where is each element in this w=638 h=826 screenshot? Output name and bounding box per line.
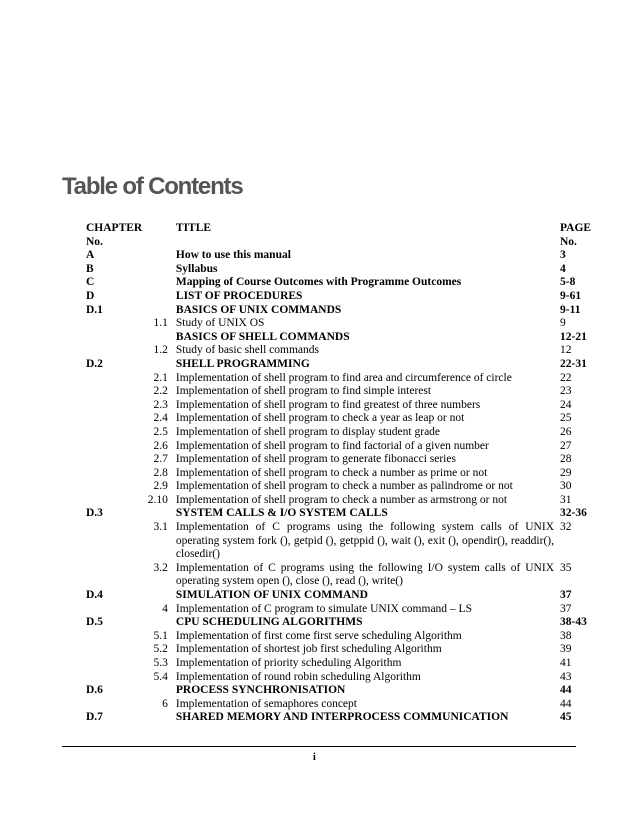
toc-page: 38 [560, 629, 572, 642]
page-title: Table of Contents [62, 173, 243, 200]
toc-page: 37 [560, 602, 572, 615]
toc-row [86, 562, 592, 589]
toc-page: 3 [560, 249, 566, 262]
toc-chapter: C [86, 276, 95, 289]
header-title: TITLE [175, 222, 212, 234]
toc-table [86, 222, 592, 725]
toc-row [86, 358, 592, 372]
toc-page: 29 [560, 466, 572, 479]
toc-row [86, 385, 592, 399]
toc-row [86, 507, 592, 521]
toc-number: 5.3 [153, 657, 168, 669]
header-chapter-label: CHAPTER [86, 222, 143, 234]
toc-page: 26 [560, 425, 572, 438]
toc-page: 23 [560, 385, 572, 398]
toc-title: Implementation of semaphores concept [175, 697, 357, 710]
toc-body [86, 249, 592, 725]
toc-chapter [86, 399, 144, 413]
bottom-rule [62, 746, 576, 747]
toc-page: 37 [560, 589, 572, 602]
toc-chapter: D.7 [86, 711, 103, 724]
toc-chapter [86, 521, 144, 562]
toc-row [86, 331, 592, 345]
toc-row [86, 412, 592, 426]
toc-number: 6 [162, 697, 168, 710]
toc-page: 27 [560, 439, 572, 452]
toc-chapter [86, 453, 144, 467]
toc-chapter: B [86, 262, 94, 275]
header-chapter-no-label: No. [86, 235, 103, 248]
toc-title: Implementation of shell program to check a number as prime or not [175, 466, 488, 479]
toc-title: SYSTEM CALLS & I/O SYSTEM CALLS [175, 507, 388, 520]
toc-number: 5.2 [153, 643, 168, 656]
header-page-no-label: No. [560, 235, 577, 248]
toc-chapter [86, 467, 144, 481]
toc-chapter: D.3 [86, 507, 103, 520]
toc-page: 9-61 [560, 289, 582, 302]
toc-title: Implementation of shell program to find area and circumference of circle [175, 371, 512, 384]
toc-number [144, 276, 172, 290]
toc-chapter [86, 603, 144, 617]
toc-number: 2.8 [153, 466, 168, 479]
toc-row [86, 657, 592, 671]
toc-number: 2.6 [153, 439, 168, 452]
toc-row [86, 684, 592, 698]
toc-row [86, 521, 592, 562]
toc-row [86, 304, 592, 318]
toc-row [86, 467, 592, 481]
toc-chapter: A [86, 249, 95, 262]
toc-row [86, 317, 592, 331]
toc-page: 22-31 [560, 357, 587, 370]
toc-page: 39 [560, 643, 572, 656]
header-chapter [86, 222, 144, 249]
toc-chapter [86, 671, 144, 685]
toc-page: 43 [560, 670, 572, 683]
toc-page: 32-36 [560, 507, 587, 520]
toc-page: 24 [560, 398, 572, 411]
toc-page: 5-8 [560, 276, 576, 289]
toc-page: 38-43 [560, 616, 587, 629]
toc-title: Implementation of shell program to check a number as palindrome or not [175, 480, 513, 493]
toc-title: Mapping of Course Outcomes with Programme Outcomes [175, 276, 462, 289]
toc-title: Implementation of shell program to check a number as armstrong or not [175, 493, 508, 506]
toc-title: LIST OF PROCEDURES [175, 289, 303, 302]
toc-row [86, 603, 592, 617]
toc-number: 2.9 [153, 480, 168, 493]
toc-title: Implementation of shell program to find simple interest [175, 385, 432, 398]
toc-number [144, 616, 172, 630]
toc-page: 9-11 [560, 303, 581, 316]
toc-number [144, 711, 172, 725]
toc-row [86, 480, 592, 494]
toc-title: PROCESS SYNCHRONISATION [175, 684, 346, 697]
toc-number [144, 507, 172, 521]
toc-page: 28 [560, 453, 572, 466]
toc-page: 9 [560, 317, 566, 330]
toc-chapter: D.1 [86, 303, 103, 316]
toc-number: 1.2 [153, 344, 168, 357]
toc-number: 3.2 [153, 561, 168, 574]
toc-chapter [86, 317, 144, 331]
toc-number [144, 290, 172, 304]
toc-title: SIMULATION OF UNIX COMMAND [175, 589, 368, 602]
toc-row [86, 494, 592, 508]
toc-title: SHELL PROGRAMMING [175, 357, 310, 370]
toc-row [86, 249, 592, 263]
toc-title: Study of basic shell commands [175, 344, 319, 357]
toc-number: 2.3 [153, 398, 168, 411]
toc-row [86, 671, 592, 685]
toc-number: 5.4 [153, 670, 168, 683]
toc-title: Implementation of first come first serve scheduling Algorithm [175, 629, 462, 642]
toc-title: BASICS OF SHELL COMMANDS [175, 330, 350, 343]
toc-title: Implementation of shell program to find factorial of a given number [175, 439, 489, 452]
toc-page: 44 [560, 697, 572, 710]
toc-chapter [86, 372, 144, 386]
toc-chapter [86, 494, 144, 508]
toc-number [144, 684, 172, 698]
toc-page: 12 [560, 344, 572, 357]
toc-chapter [86, 331, 144, 345]
toc-number: 2.2 [153, 385, 168, 398]
toc-row [86, 698, 592, 712]
toc-title: Implementation of priority scheduling Algorithm [175, 657, 402, 669]
toc-title: Study of UNIX OS [175, 317, 265, 330]
toc-title: Implementation of shortest job first scheduling Algorithm [175, 643, 442, 656]
toc-chapter [86, 385, 144, 399]
toc-page: 44 [560, 684, 572, 697]
toc-number: 3.1 [153, 521, 168, 534]
toc-chapter [86, 426, 144, 440]
toc-row [86, 711, 592, 725]
toc-page: 31 [560, 493, 572, 506]
toc-chapter [86, 657, 144, 671]
toc-title: Implementation of shell program to find greatest of three numbers [175, 398, 481, 411]
toc-page: 32 [560, 521, 572, 534]
toc-page: 45 [560, 711, 572, 724]
toc-title: Implementation of shell program to display student grade [175, 425, 441, 438]
toc-row [86, 399, 592, 413]
toc-row [86, 630, 592, 644]
toc-number: 4 [162, 602, 168, 615]
toc-title: SHARED MEMORY AND INTERPROCESS COMMUNICATION [175, 711, 509, 724]
toc-row [86, 276, 592, 290]
toc-chapter [86, 344, 144, 358]
page-number: i [313, 752, 316, 763]
toc-chapter: D.4 [86, 589, 103, 602]
toc-row [86, 263, 592, 277]
toc-title: Implementation of round robin scheduling Algorithm [175, 670, 421, 683]
toc-page: 30 [560, 480, 572, 493]
toc-number: 2.10 [147, 493, 168, 506]
toc-title: Implementation of shell program to generate fibonacci series [175, 453, 456, 466]
toc-number: 1.1 [153, 317, 168, 330]
toc-chapter: D [86, 289, 95, 302]
toc-chapter: D.2 [86, 357, 103, 370]
toc-number: 2.7 [153, 453, 168, 466]
toc-row [86, 440, 592, 454]
toc-page: 35 [560, 561, 572, 574]
toc-header-row [86, 222, 592, 249]
toc-row [86, 290, 592, 304]
toc-number [144, 304, 172, 318]
toc-title: BASICS OF UNIX COMMANDS [175, 303, 342, 316]
toc-number [144, 249, 172, 263]
toc-row [86, 616, 592, 630]
toc-number [144, 358, 172, 372]
toc-title: Implementation of C programs using the following system calls of UNIX operating system fork (), getpid (), getppid (), wait (), exit (), opendir(), readdir(), closedir() [175, 521, 554, 561]
toc-number [144, 263, 172, 277]
toc-number [144, 331, 172, 345]
toc-page: 12-21 [560, 330, 587, 343]
toc-row [86, 453, 592, 467]
toc-row [86, 589, 592, 603]
toc-title: Syllabus [175, 262, 218, 275]
toc-page: 25 [560, 412, 572, 425]
toc-title: How to use this manual [175, 249, 291, 262]
header-page-label: PAGE [560, 222, 592, 234]
toc-title: Implementation of shell program to check a year as leap or not [175, 412, 465, 425]
toc-number: 2.1 [153, 371, 168, 384]
toc-chapter [86, 562, 144, 589]
toc-row [86, 643, 592, 657]
header-number [144, 222, 172, 249]
toc-chapter: D.6 [86, 684, 103, 697]
toc-page: 41 [560, 657, 572, 669]
toc-chapter [86, 440, 144, 454]
toc-title: CPU SCHEDULING ALGORITHMS [175, 616, 363, 629]
toc-row [86, 372, 592, 386]
toc-number: 2.4 [153, 412, 168, 425]
toc-chapter [86, 698, 144, 712]
toc-page: 22 [560, 371, 572, 384]
toc-number [144, 589, 172, 603]
toc-title: Implementation of C program to simulate UNIX command – LS [175, 602, 472, 615]
toc-chapter [86, 643, 144, 657]
toc-row [86, 344, 592, 358]
toc-row [86, 426, 592, 440]
toc-chapter [86, 630, 144, 644]
toc-page: 4 [560, 262, 566, 275]
toc-title: Implementation of C programs using the following I/O system calls of UNIX operating system open (), close (), read (), write() [175, 561, 554, 588]
toc-chapter [86, 412, 144, 426]
toc-chapter [86, 480, 144, 494]
toc-number: 2.5 [153, 425, 168, 438]
toc-number: 5.1 [153, 629, 168, 642]
header-page [560, 222, 592, 249]
toc-chapter: D.5 [86, 616, 103, 629]
